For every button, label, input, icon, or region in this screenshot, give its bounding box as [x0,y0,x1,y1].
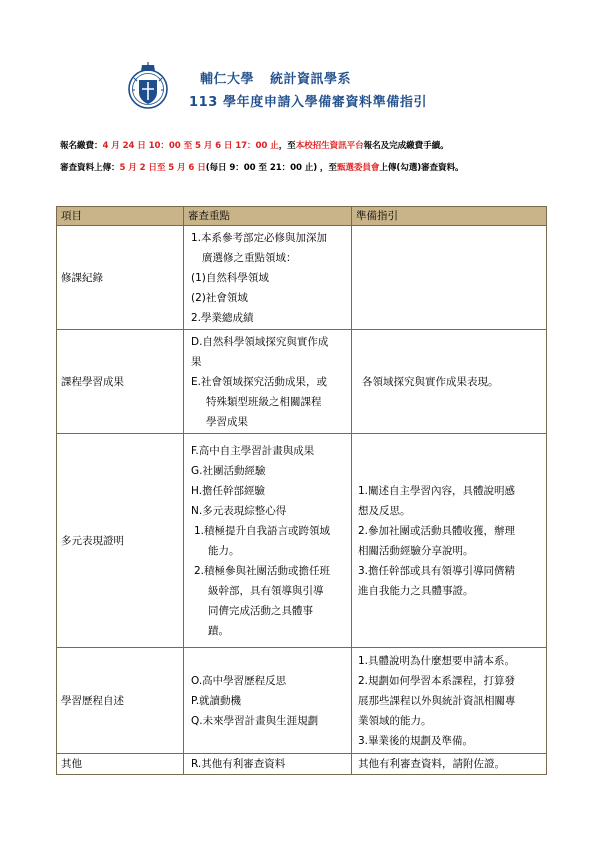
row-item: 課程學習成果 [57,330,184,434]
university-name: 輔仁大學 [200,72,255,87]
row-focus: R.其他有利審查資料 [184,754,352,775]
row-item: 其他 [57,754,184,775]
registration-line [60,139,449,151]
table-header-row [57,207,547,226]
upload-line [60,161,464,173]
row-item: 學習歷程自述 [57,648,184,754]
table-row [57,226,547,330]
header-title [200,68,480,87]
row-guide: 1.闡述自主學習內容，具體說明感 想及反思。 2.參加社團或活動具體收獲，辦理 相關活動經驗分享說明。 3.擔任幹部或具有領導引導同儕精 進自我能力之具體事證。 [352,434,547,648]
table-row [57,434,547,648]
header-subtitle: 113 學年度申請入學備審資料準備指引 [189,95,428,110]
department-name: 統計資訊學系 [270,72,352,87]
upload-label: 審查資料上傳： [60,163,120,173]
header-focus: 審查重點 [184,207,352,226]
row-focus: 1.本系參考部定必修與加深加 廣選修之重點領域： (1)自然科學領域 (2)社會領域 2.學業總成績 [184,226,352,330]
registration-mid: ，至 [278,141,296,151]
university-seal-icon [126,62,170,114]
row-focus: D.自然科學領域探究與實作成 果 E.社會領域探究活動成果，或 特殊類型班級之相關課程 學習成果 [184,330,352,434]
table-row [57,648,547,754]
row-focus: F.高中自主學習計畫與成果 G.社團活動經驗 H.擔任幹部經驗 N.多元表現綜整心得 1.積極提升自我語言或跨領域 能力。 2.積極參與社團活動或擔任班 級幹部，具有領導與引導 同儕完成活動之具體事 蹟。 [184,434,352,648]
row-guide: 1.具體說明為什麼想要申請本系。 2.規劃如何學習本系課程，打算發 展那些課程以外與統計資訊相關專 業領域的能力。 3.畢業後的規劃及準備。 [352,648,547,754]
registration-platform: 本校招生資訊平台 [295,141,364,151]
guide-table [56,206,547,775]
row-focus: O.高中學習歷程反思 P.就讀動機 Q.未來學習計畫與生涯規劃 [184,648,352,754]
registration-tail: 報名及完成繳費手續。 [363,141,449,151]
header-item: 項目 [57,207,184,226]
registration-dates: 4 月 24 日 10：00 至 5 月 6 日 17：00 止 [102,141,279,151]
row-guide: 其他有利審查資料，請附佐證。 [352,754,547,775]
registration-label: 報名繳費： [60,141,103,151]
row-guide [352,226,547,330]
upload-hours: (每日 9：00 至 21：00 止) ，至 [205,163,337,173]
upload-dates: 5 月 2 日至 5 月 6 日 [119,163,206,173]
row-guide: 各領域探究與實作成果表現。 [352,330,547,434]
row-item: 修課紀錄 [57,226,184,330]
table-row [57,754,547,775]
table-row [57,330,547,434]
upload-system: 甄選委員會 [336,163,380,173]
row-item: 多元表現證明 [57,434,184,648]
header-guide: 準備指引 [352,207,547,226]
upload-tail: 上傳(勾選)審查資料。 [379,163,464,173]
